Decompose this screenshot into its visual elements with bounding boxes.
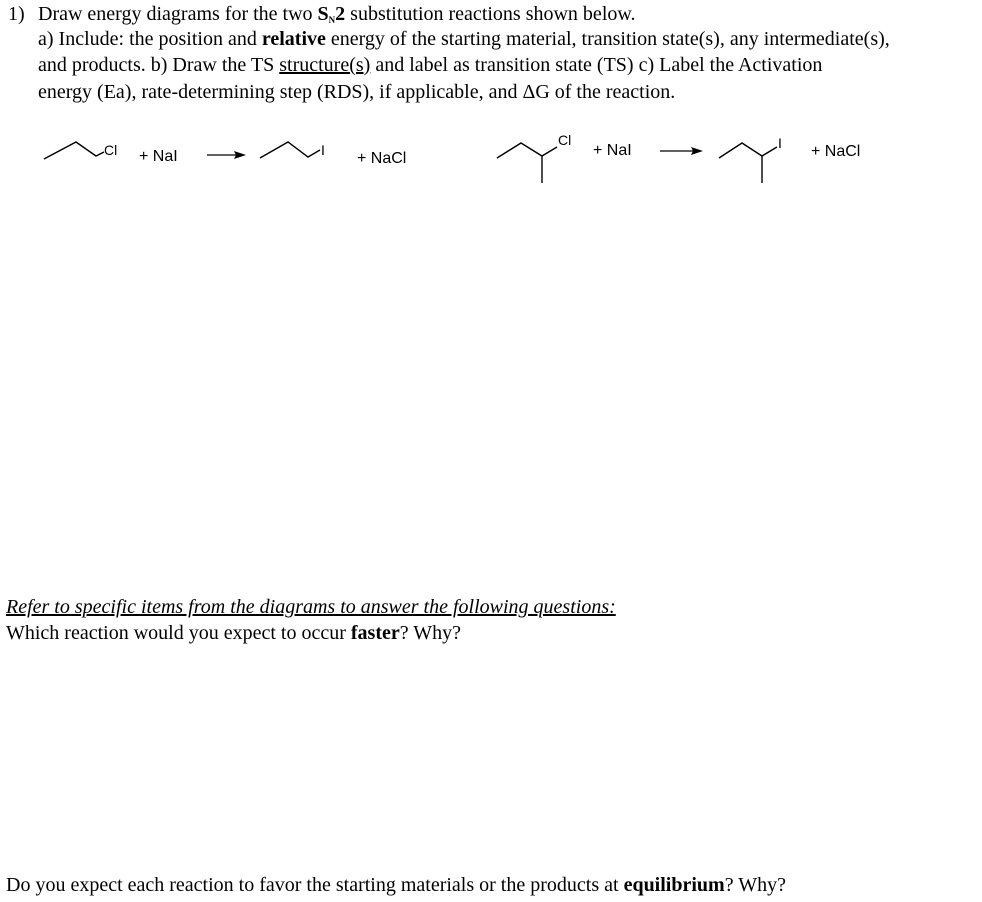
faster-question-post: ? Why? bbox=[399, 622, 462, 644]
equilibrium-question bbox=[6, 873, 786, 897]
instruction-line-2-pre: a) Include: the position and bbox=[38, 28, 262, 50]
structures-underlined: structure(s) bbox=[279, 54, 371, 76]
faster-question-pre: Which reaction would you expect to occur bbox=[6, 622, 351, 644]
r1-reactant-chlorine: Cl bbox=[104, 142, 118, 158]
instruction-line-3-pre: and products. b) Draw the TS bbox=[38, 54, 280, 76]
r1-byproduct: + NaCl bbox=[357, 150, 407, 167]
r2-reagent: + NaI bbox=[593, 142, 632, 159]
r1-reagent: + NaI bbox=[139, 148, 178, 165]
instruction-line-3-post: and label as transition state (TS) c) Label the Activation bbox=[370, 54, 823, 76]
instruction-line-1 bbox=[38, 2, 636, 29]
instruction-line-3 bbox=[38, 53, 822, 77]
r2-product-skeleton bbox=[719, 143, 777, 158]
r2-reactant-chlorine: Cl bbox=[558, 132, 572, 148]
sn2-s: S bbox=[317, 3, 329, 25]
equilibrium-question-post: ? Why? bbox=[724, 874, 786, 896]
reaction-scheme bbox=[0, 128, 982, 198]
r2-byproduct: + NaCl bbox=[811, 143, 861, 160]
faster-emphasis: faster bbox=[350, 622, 400, 644]
r1-product-skeleton bbox=[260, 142, 320, 158]
instruction-line-4: energy (Ea), rate-determining step (RDS), if applicable, and ΔG of the reaction. bbox=[38, 81, 676, 103]
instruction-line-1-pre: Draw energy diagrams for the two bbox=[38, 3, 318, 25]
equilibrium-emphasis: equilibrium bbox=[623, 874, 725, 896]
instruction-line-2-post: energy of the starting material, transition state(s), any intermediate(s), bbox=[325, 28, 890, 50]
instruction-line-2 bbox=[38, 27, 890, 51]
r2-reactant-skeleton bbox=[497, 143, 557, 158]
equilibrium-question-pre: Do you expect each reaction to favor the starting materials or the products at bbox=[6, 874, 624, 896]
r2-product-iodine: I bbox=[778, 135, 782, 151]
sn2-two: 2 bbox=[335, 3, 346, 25]
r1-product-iodine: I bbox=[321, 142, 325, 158]
refer-instruction: Refer to specific items from the diagrams to answer the following questions: bbox=[6, 596, 616, 618]
r1-reactant-skeleton bbox=[44, 142, 104, 159]
faster-question bbox=[6, 621, 461, 645]
instruction-line-1-post: substitution reactions shown below. bbox=[345, 3, 636, 25]
sn2-subscript: N bbox=[328, 15, 336, 25]
question-number: 1) bbox=[8, 3, 25, 25]
sn2-label bbox=[318, 3, 346, 25]
relative-emphasis: relative bbox=[261, 28, 326, 50]
